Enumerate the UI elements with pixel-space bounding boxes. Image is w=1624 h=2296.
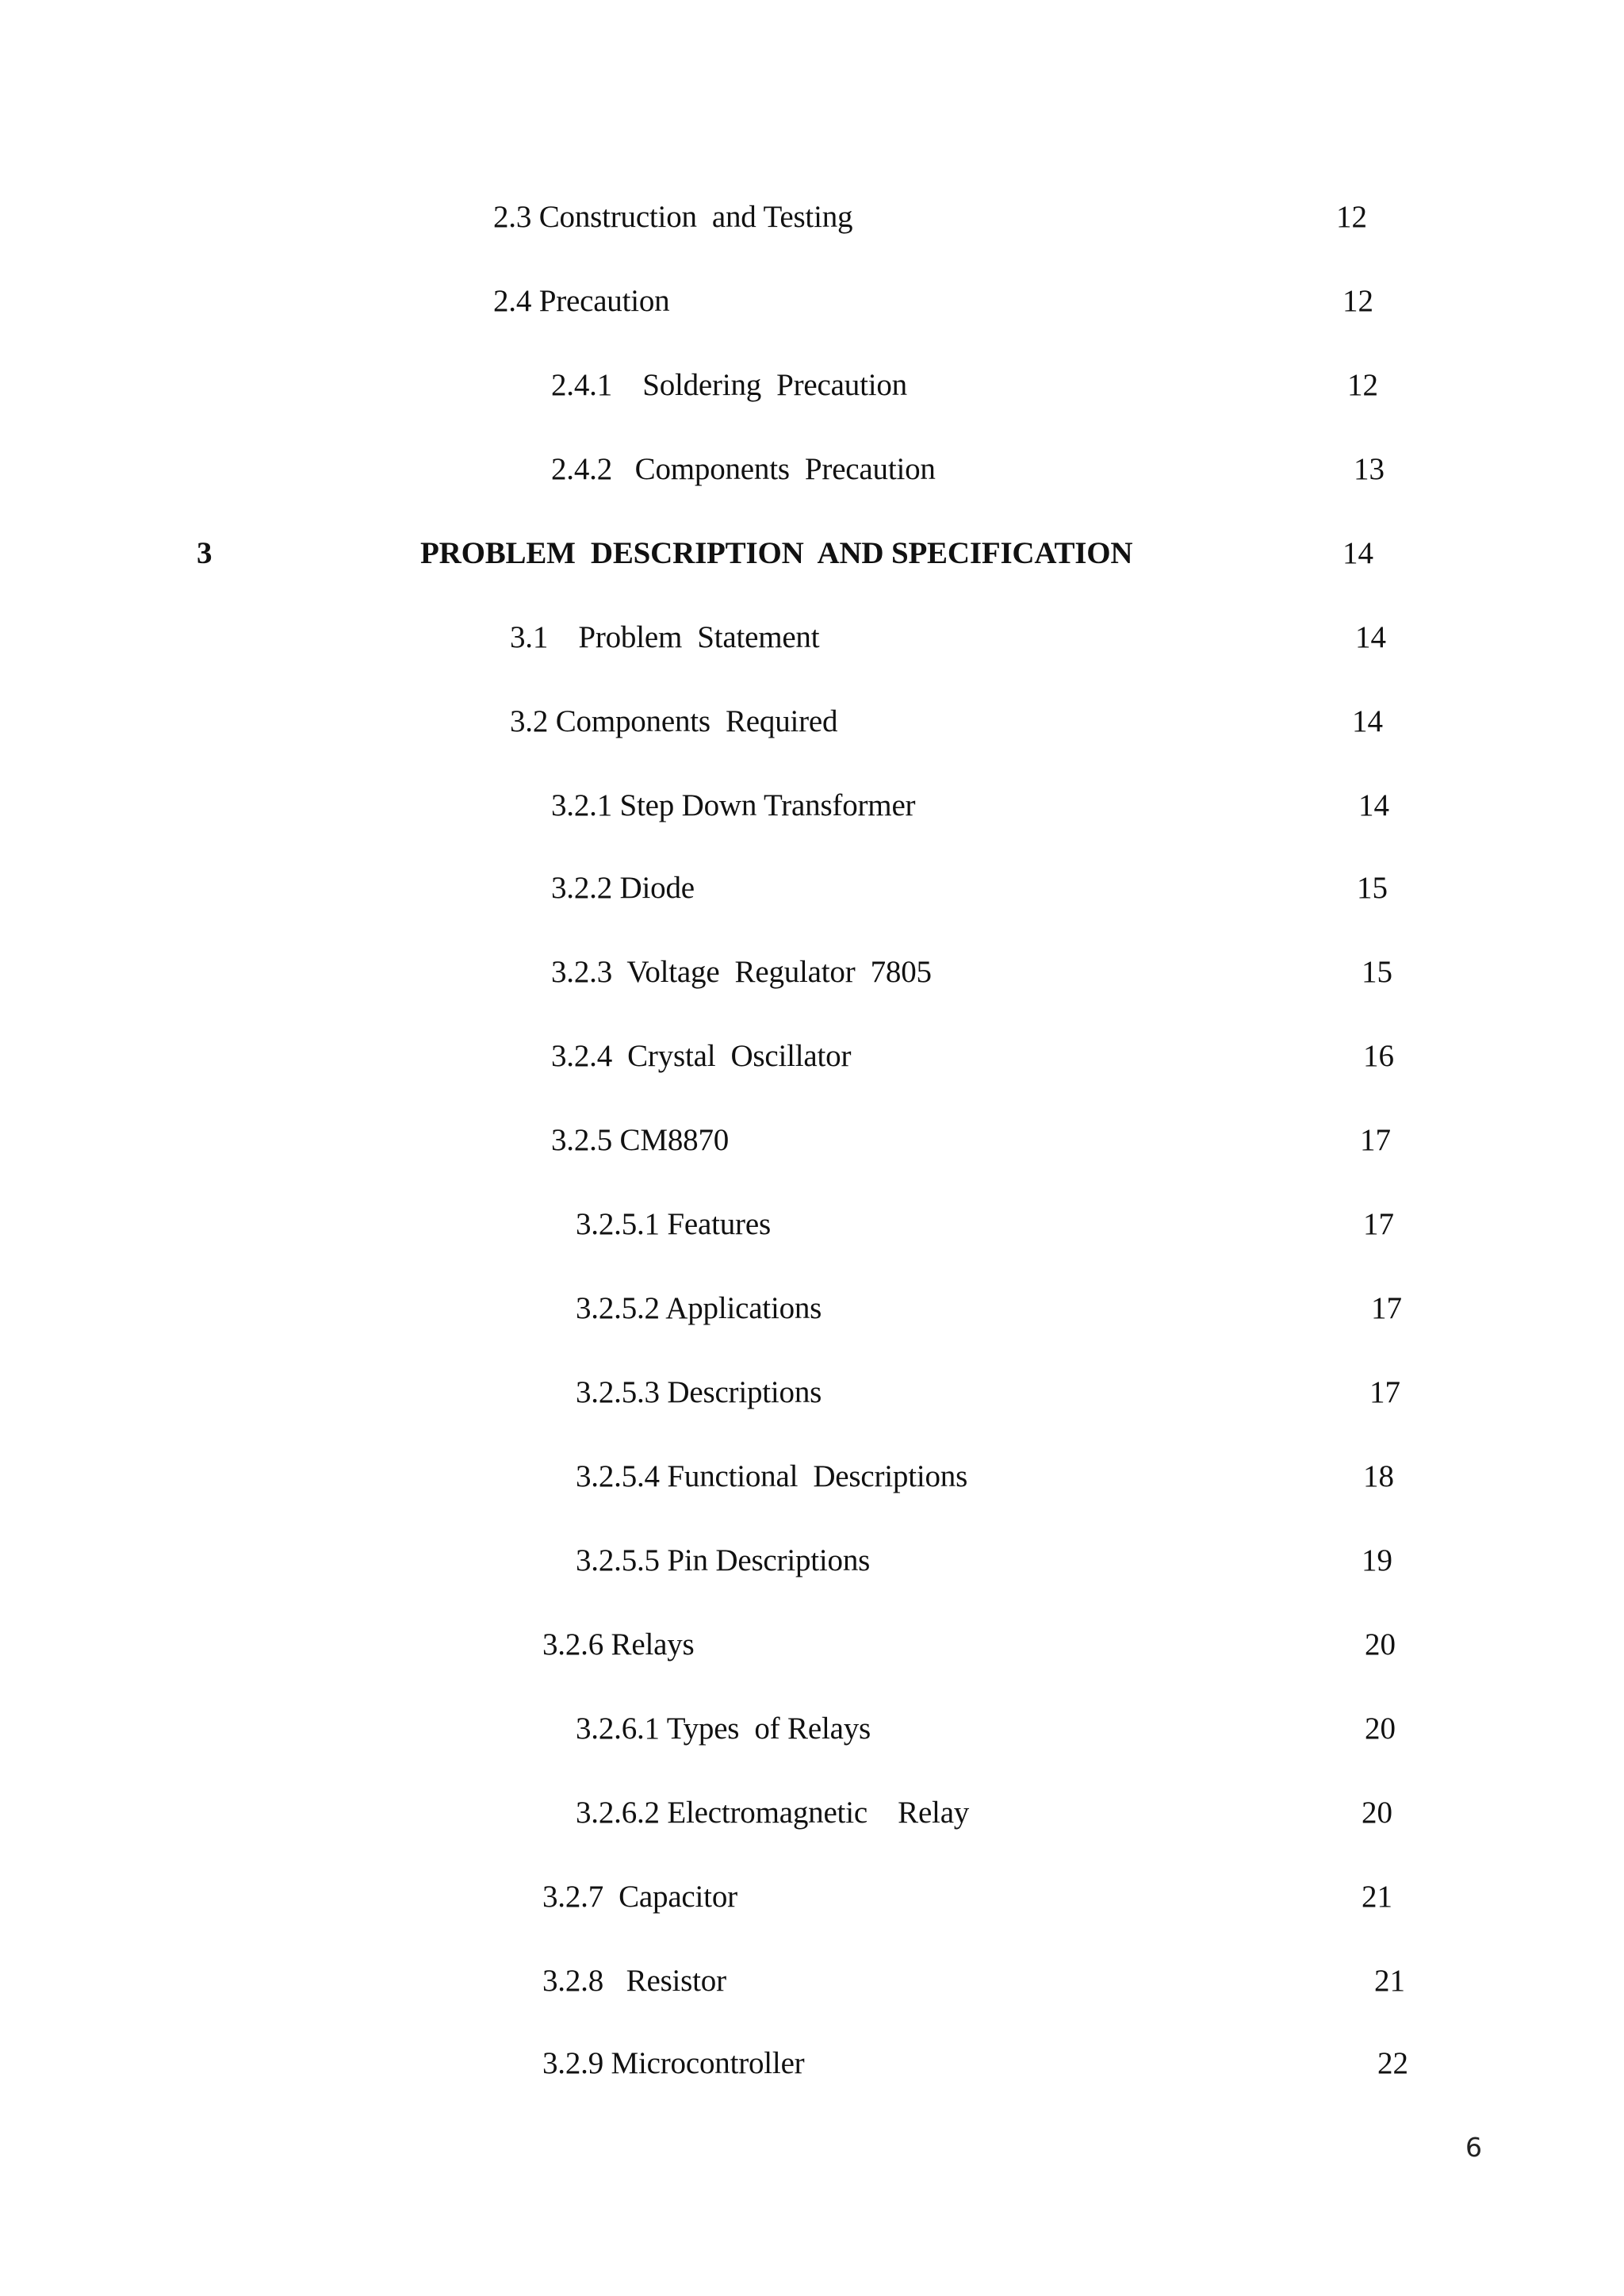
toc-entry-page: 17 — [1363, 1207, 1394, 1241]
toc-entry-title: 3.2.5.5 Pin Descriptions — [576, 1543, 871, 1577]
toc-entry-title: 3.2.5.3 Descriptions — [576, 1375, 822, 1409]
toc-entry-page: 16 — [1363, 1039, 1394, 1073]
toc-entry-page: 14 — [1358, 788, 1389, 822]
toc-entry-page: 21 — [1362, 1880, 1392, 1914]
toc-entry-page: 12 — [1347, 368, 1378, 402]
toc-entry-page: 14 — [1355, 620, 1386, 654]
toc-entry-title: 3.2.6 Relays — [542, 1627, 695, 1662]
toc-entry-page: 21 — [1374, 1964, 1405, 1998]
toc-entry-title: 3.2.2 Diode — [551, 871, 695, 905]
toc-entry-title: 3.2.7 Capacitor — [542, 1880, 737, 1914]
toc-entry-title: 3.2.5.2 Applications — [576, 1291, 822, 1325]
toc-entry-title: 3.2.5.1 Features — [576, 1207, 771, 1241]
toc-entry-page: 20 — [1362, 1796, 1392, 1830]
toc-entry-page: 17 — [1371, 1291, 1402, 1325]
toc-entry-page: 12 — [1336, 200, 1367, 234]
toc-entry-title: 3.2.3 Voltage Regulator 7805 — [551, 955, 932, 989]
toc-entry-page: 20 — [1365, 1627, 1396, 1662]
toc-entry-title: 3.2.6.2 Electromagnetic Relay — [576, 1796, 970, 1830]
toc-entry-title: 2.4 Precaution — [493, 284, 670, 318]
toc-entry-page: 22 — [1377, 2046, 1408, 2080]
toc-entry-title: 2.3 Construction and Testing — [493, 200, 853, 234]
toc-entry-title: 3.2.8 Resistor — [542, 1964, 726, 1998]
toc-entry-title: 3.2.1 Step Down Transformer — [551, 788, 916, 822]
toc-entry-title: 2.4.1 Soldering Precaution — [551, 368, 907, 402]
chapter-number: 3 — [197, 536, 213, 570]
toc-entry-title: 2.4.2 Components Precaution — [551, 452, 936, 486]
toc-entry-page: 17 — [1360, 1123, 1391, 1157]
toc-entry-title: 3.2.5 CM8870 — [551, 1123, 730, 1157]
toc-entry-page: 18 — [1363, 1459, 1394, 1493]
page-number: 6 — [1465, 2132, 1482, 2163]
toc-entry-page: 13 — [1354, 452, 1385, 486]
toc-entry-page: 15 — [1357, 871, 1388, 905]
chapter-title: PROBLEM DESCRIPTION AND SPECIFICATION — [420, 536, 1133, 570]
toc-entry-page: 19 — [1362, 1543, 1392, 1577]
toc-entry-page: 14 — [1352, 704, 1383, 738]
toc-entry-page: 20 — [1365, 1711, 1396, 1746]
toc-entry-title: 3.2.5.4 Functional Descriptions — [576, 1459, 968, 1493]
toc-entry-title: 3.1 Problem Statement — [510, 620, 820, 654]
toc-entry-page: 15 — [1362, 955, 1392, 989]
toc-entry-title: 3.2.6.1 Types of Relays — [576, 1711, 871, 1746]
toc-entry-title: 3.2.4 Crystal Oscillator — [551, 1039, 852, 1073]
toc-entry-page: 12 — [1342, 284, 1373, 318]
toc-entry-page: 17 — [1369, 1375, 1400, 1409]
toc-entry-title: 3.2 Components Required — [510, 704, 838, 738]
toc-entry-title: 3.2.9 Microcontroller — [542, 2046, 805, 2080]
toc-entry-page: 14 — [1342, 536, 1373, 570]
